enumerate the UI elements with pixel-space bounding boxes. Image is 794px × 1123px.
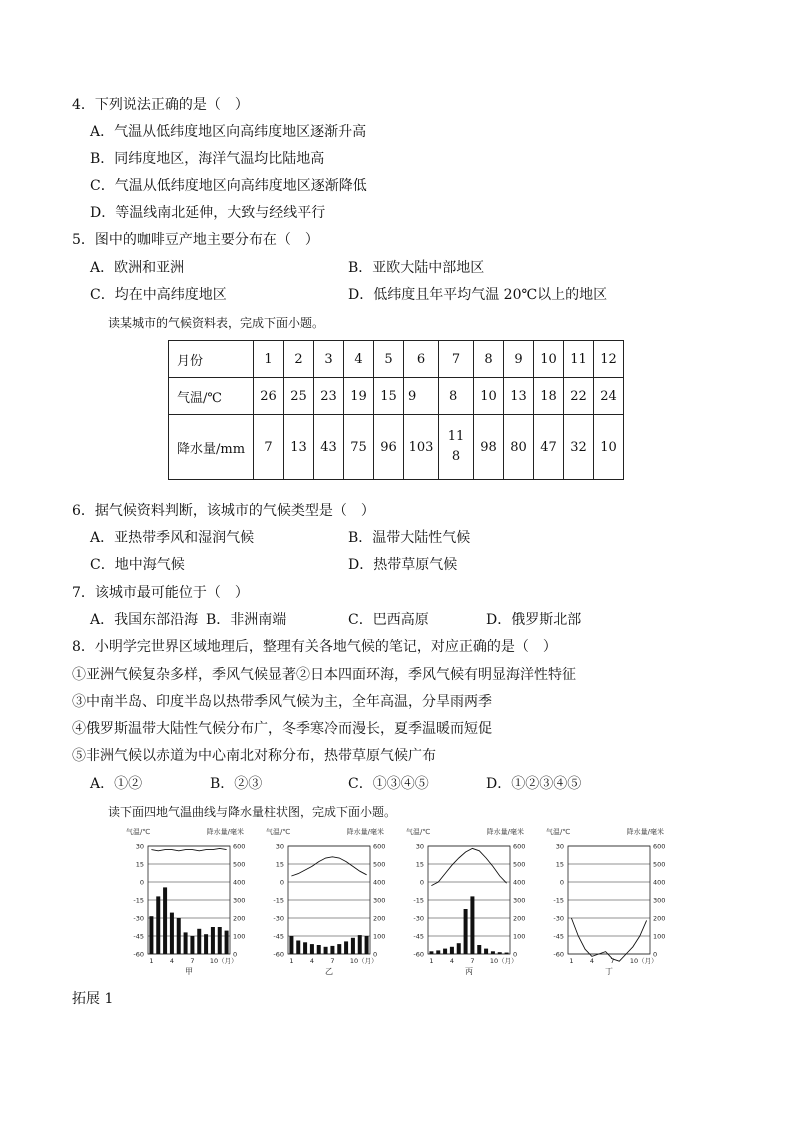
precip-tick-label: 400 (513, 878, 526, 887)
q6-option-d: D．热带草原气候 (348, 557, 458, 573)
precip-tick-label: 500 (513, 860, 526, 869)
y-axis-label-precip: 降水量/毫米 (346, 828, 384, 836)
temp-tick-label: 15 (415, 860, 424, 869)
precip-bar (218, 927, 222, 954)
precip-cell: 80 (504, 415, 534, 480)
precip-bar (450, 947, 454, 954)
precip-cell: 103 (404, 415, 439, 480)
q8-option-d: D．①②③④⑤ (486, 776, 582, 792)
precip-bar (358, 935, 362, 954)
temp-cell: 24 (594, 378, 624, 415)
precip-bar (177, 918, 181, 954)
q6-stem: 6．据气候资料判断，该城市的气候类型是（ ） (72, 503, 375, 519)
precip-tick-label: 400 (373, 878, 386, 887)
q4-option-a: A．气温从低纬度地区向高纬度地区逐渐升高 (90, 124, 367, 140)
precip-tick-label: 500 (653, 860, 666, 869)
temp-tick-label: -60 (273, 950, 284, 959)
temp-tick-label: -45 (133, 932, 144, 941)
temp-tick-label: -15 (553, 896, 564, 905)
temp-cell: 15 (374, 378, 404, 415)
precip-bar (289, 936, 293, 954)
month-label: 月份 (169, 341, 254, 378)
precip-tick-label: 200 (653, 914, 666, 923)
precip-bar (324, 947, 328, 954)
precip-bar (156, 896, 160, 954)
precip-cell-wrapped (439, 415, 474, 480)
y-axis-label-precip: 降水量/毫米 (626, 828, 664, 836)
precip-bar (477, 945, 481, 954)
precip-bar (184, 932, 188, 954)
month-cell: 12 (594, 341, 624, 378)
precip-bar (163, 887, 167, 954)
q8-statement-5: ⑤非洲气候以赤道为中心南北对称分布，热带草原气候广布 (72, 748, 436, 764)
temp-tick-label: -15 (133, 896, 144, 905)
month-tick-label: 4 (449, 957, 454, 965)
precip-cell: 32 (564, 415, 594, 480)
precip-tick-label: 300 (653, 896, 666, 905)
extension-label: 拓展 1 (72, 991, 114, 1007)
temp-tick-label: 0 (559, 878, 564, 887)
month-cell: 6 (404, 341, 439, 378)
precip-cell: 98 (474, 415, 504, 480)
temp-cell: 9 (404, 378, 439, 415)
temp-tick-label: 30 (555, 842, 564, 851)
q5-stem: 5．图中的咖啡豆产地主要分布在（ ） (72, 232, 319, 248)
y-axis-label-temp: 气温/℃ (406, 828, 431, 836)
precip-tick-label: 400 (233, 878, 246, 887)
temperature-line (571, 918, 646, 961)
temp-tick-label: 0 (139, 878, 144, 887)
climate-table (168, 340, 624, 480)
q4-option-d: D．等温线南北延伸，大致与经线平行 (90, 205, 326, 221)
precip-tick-label: 500 (233, 860, 246, 869)
month-tick-label: 1 (289, 957, 294, 965)
temp-cell: 8 (439, 378, 474, 415)
climate-chart-svg (264, 826, 384, 976)
precip-cell-line: 11 (447, 429, 465, 444)
q7-option-b: B．非洲南端 (206, 612, 287, 628)
climate-chart-svg (544, 826, 664, 976)
month-cell: 2 (284, 341, 314, 378)
precip-bar (170, 913, 174, 954)
q8-option-b: B．②③ (210, 776, 263, 792)
month-cell: 8 (474, 341, 504, 378)
climate-chart-yi (264, 826, 384, 976)
month-tick-label: 1 (569, 957, 574, 965)
temp-cell: 18 (534, 378, 564, 415)
q8-statement-4: ④俄罗斯温带大陆性气候分布广，冬季寒冷而漫长，夏季温暖而短促 (72, 721, 492, 737)
precip-cell: 75 (344, 415, 374, 480)
precip-cell: 43 (314, 415, 344, 480)
q4-option-c: C．气温从低纬度地区向高纬度地区逐渐降低 (90, 178, 367, 194)
precip-cell: 7 (254, 415, 284, 480)
temp-label: 气温/℃ (169, 378, 254, 415)
month-cell: 5 (374, 341, 404, 378)
table-intro: 读某城市的气候资料表，完成下面小题。 (108, 316, 325, 330)
y-axis-label-temp: 气温/℃ (546, 828, 571, 836)
precip-tick-label: 100 (373, 932, 386, 941)
month-tick-label: 10（月） (489, 957, 518, 965)
precip-bar (344, 941, 348, 954)
y-axis-label-precip: 降水量/毫米 (486, 828, 524, 836)
precip-bar (330, 946, 334, 954)
temp-tick-label: 30 (415, 842, 424, 851)
temp-tick-label: -30 (553, 914, 564, 923)
climate-chart-ding (544, 826, 664, 976)
month-tick-label: 7 (190, 957, 195, 965)
climate-chart-bing (404, 826, 524, 976)
month-cell: 7 (439, 341, 474, 378)
month-tick-label: 7 (470, 957, 475, 965)
temp-cell: 13 (504, 378, 534, 415)
q4-stem: 4．下列说法正确的是（ ） (72, 97, 249, 113)
table-row-precip (169, 415, 624, 480)
precip-tick-label: 300 (233, 896, 246, 905)
month-tick-label: 7 (330, 957, 335, 965)
chart-name: 丙 (465, 967, 473, 976)
temp-tick-label: 15 (135, 860, 144, 869)
temp-cell: 10 (474, 378, 504, 415)
month-tick-label: 4 (309, 957, 314, 965)
table-row-temp (169, 378, 624, 415)
temp-cell: 22 (564, 378, 594, 415)
q8-stem: 8．小明学完世界区域地理后，整理有关各地气候的笔记，对应正确的是（ ） (72, 639, 557, 655)
climate-chart-jia (124, 826, 244, 976)
precip-bar (505, 953, 509, 954)
month-cell: 1 (254, 341, 284, 378)
temperature-line (151, 848, 226, 850)
precip-bar (498, 952, 502, 954)
chart-name: 乙 (325, 967, 333, 976)
precip-cell: 10 (594, 415, 624, 480)
precip-tick-label: 400 (653, 878, 666, 887)
month-tick-label: 4 (169, 957, 174, 965)
table-row-month (169, 341, 624, 378)
precip-cell: 13 (284, 415, 314, 480)
temp-tick-label: -45 (273, 932, 284, 941)
temp-cell: 25 (284, 378, 314, 415)
month-cell: 11 (564, 341, 594, 378)
temp-cell: 26 (254, 378, 284, 415)
month-tick-label: 10（月） (629, 957, 658, 965)
temp-cell: 23 (314, 378, 344, 415)
q8-statement-3: ③中南半岛、印度半岛以热带季风气候为主，全年高温，分旱雨两季 (72, 694, 492, 710)
precip-cell: 47 (534, 415, 564, 480)
precip-tick-label: 300 (513, 896, 526, 905)
precip-tick-label: 300 (373, 896, 386, 905)
precip-tick-label: 0 (233, 950, 238, 959)
y-axis-label-temp: 气温/℃ (266, 828, 291, 836)
precip-bar (491, 951, 495, 954)
temp-tick-label: 0 (279, 878, 284, 887)
month-tick-label: 10（月） (349, 957, 378, 965)
precip-cell-line: 8 (451, 449, 461, 464)
month-cell: 4 (344, 341, 374, 378)
chart-name: 丁 (605, 967, 613, 976)
precip-bar (197, 929, 201, 954)
month-cell: 3 (314, 341, 344, 378)
precip-cell: 96 (374, 415, 404, 480)
precip-tick-label: 100 (653, 932, 666, 941)
temp-tick-label: -30 (413, 914, 424, 923)
q5-option-d: D．低纬度且年平均气温 20℃以上的地区 (348, 287, 608, 303)
temp-tick-label: 30 (275, 842, 284, 851)
precip-bar (443, 949, 447, 954)
y-axis-label-precip: 降水量/毫米 (206, 828, 244, 836)
temp-tick-label: -60 (133, 950, 144, 959)
temp-tick-label: -15 (273, 896, 284, 905)
q8-option-a: A．①② (90, 776, 143, 792)
precip-bar (464, 909, 468, 954)
temp-tick-label: -15 (413, 896, 424, 905)
precip-tick-label: 600 (373, 842, 386, 851)
temp-tick-label: -60 (413, 950, 424, 959)
temp-tick-label: -60 (553, 950, 564, 959)
precip-bar (351, 938, 355, 954)
q5-option-c: C．均在中高纬度地区 (90, 287, 227, 303)
precip-bar (484, 949, 488, 954)
precip-tick-label: 600 (653, 842, 666, 851)
temperature-line (431, 848, 506, 885)
q6-option-c: C．地中海气候 (90, 557, 185, 573)
precip-bar (310, 944, 314, 954)
precip-tick-label: 600 (513, 842, 526, 851)
precip-tick-label: 500 (373, 860, 386, 869)
month-tick-label: 10（月） (209, 957, 238, 965)
q8-option-c: C．①③④⑤ (348, 776, 429, 792)
precip-bar (457, 943, 461, 954)
precip-label: 降水量/mm (169, 415, 254, 480)
temp-tick-label: 30 (135, 842, 144, 851)
temp-tick-label: 15 (275, 860, 284, 869)
q6-option-a: A．亚热带季风和湿润气候 (90, 530, 255, 546)
q5-option-b: B．亚欧大陆中部地区 (348, 260, 485, 276)
q7-option-a: A．我国东部沿海 (90, 612, 199, 628)
y-axis-label-temp: 气温/℃ (126, 828, 151, 836)
precip-bar (211, 927, 215, 954)
precip-bar (337, 944, 341, 954)
q7-stem: 7．该城市最可能位于（ ） (72, 585, 249, 601)
q5-option-a: A．欧洲和亚洲 (90, 260, 185, 276)
precip-tick-label: 0 (513, 950, 518, 959)
temperature-line (291, 857, 366, 876)
temp-tick-label: -30 (273, 914, 284, 923)
temp-tick-label: 15 (555, 860, 564, 869)
month-tick-label: 1 (149, 957, 154, 965)
precip-tick-label: 200 (373, 914, 386, 923)
precip-bar (470, 896, 474, 954)
temp-tick-label: 0 (419, 878, 424, 887)
precip-bar (204, 934, 208, 954)
precip-bar (190, 936, 194, 954)
month-tick-label: 4 (589, 957, 594, 965)
temp-tick-label: -45 (413, 932, 424, 941)
month-cell: 10 (534, 341, 564, 378)
precip-bar (303, 942, 307, 954)
precip-tick-label: 0 (373, 950, 378, 959)
q4-option-b: B．同纬度地区，海洋气温均比陆地高 (90, 151, 325, 167)
temp-tick-label: -30 (133, 914, 144, 923)
precip-tick-label: 0 (653, 950, 658, 959)
temp-tick-label: -45 (553, 932, 564, 941)
q7-option-c: C．巴西高原 (348, 612, 429, 628)
month-tick-label: 1 (429, 957, 434, 965)
precip-bar (225, 931, 229, 954)
precip-bar (149, 916, 153, 954)
precip-bar (317, 945, 321, 954)
climate-chart-svg (124, 826, 244, 976)
precip-tick-label: 100 (513, 932, 526, 941)
q7-option-d: D．俄罗斯北部 (486, 612, 582, 628)
precip-tick-label: 200 (233, 914, 246, 923)
precip-tick-label: 600 (233, 842, 246, 851)
q6-option-b: B．温带大陆性气候 (348, 530, 471, 546)
precip-bar (365, 936, 369, 954)
precip-bar (436, 950, 440, 954)
precip-bar (296, 941, 300, 955)
precip-tick-label: 200 (513, 914, 526, 923)
month-tick-label: 7 (610, 957, 615, 965)
precip-tick-label: 100 (233, 932, 246, 941)
temp-cell: 19 (344, 378, 374, 415)
month-cell: 9 (504, 341, 534, 378)
precip-bar (429, 951, 433, 954)
chart-intro: 读下面四地气温曲线与降水量柱状图，完成下面小题。 (108, 805, 397, 819)
q8-statement-1-2: ①亚洲气候复杂多样，季风气候显著②日本四面环海，季风气候有明显海洋性特征 (72, 667, 576, 683)
climate-chart-svg (404, 826, 524, 976)
chart-name: 甲 (185, 967, 193, 976)
